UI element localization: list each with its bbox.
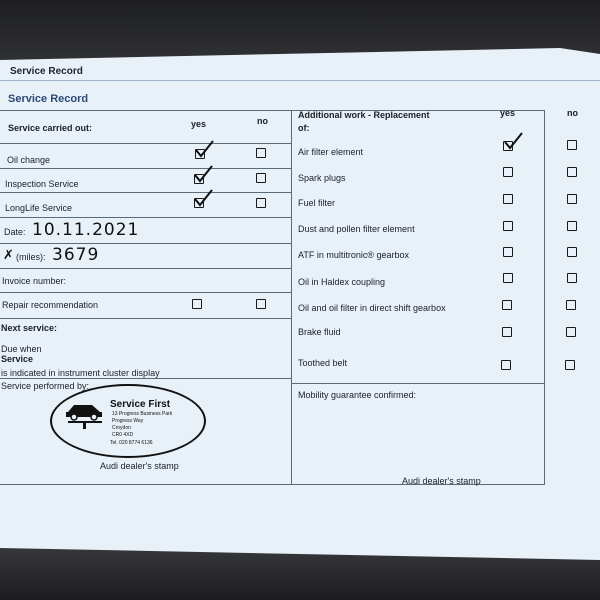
date-label: Date: bbox=[4, 227, 26, 237]
right-dealer-stamp-label: Audi dealer's stamp bbox=[402, 476, 481, 486]
air-filter-label: Air filter element bbox=[298, 147, 364, 157]
column-divider bbox=[291, 110, 292, 485]
pollen-filter-yes-checkbox[interactable] bbox=[503, 221, 513, 231]
car-lift-icon bbox=[64, 400, 106, 430]
row-rule bbox=[0, 243, 291, 244]
stamp-address-line: CR0 4XD bbox=[112, 432, 134, 438]
row-rule bbox=[0, 318, 291, 319]
row-rule bbox=[0, 268, 291, 269]
right-col-yes: yes bbox=[500, 108, 516, 118]
stamp-address-line: 13 Progress Business Park bbox=[112, 411, 173, 417]
date-value: 10.11.2021 bbox=[32, 220, 140, 240]
stamp-phone: Tel. 020 8774 6136 bbox=[110, 440, 153, 446]
miles-label: (miles): bbox=[16, 252, 46, 262]
invoice-label: Invoice number: bbox=[2, 276, 67, 286]
brake-fluid-no-checkbox[interactable] bbox=[566, 327, 576, 337]
fuel-filter-yes-checkbox[interactable] bbox=[503, 194, 513, 204]
oil-change-no-checkbox[interactable] bbox=[256, 148, 266, 158]
toothed-belt-no-checkbox[interactable] bbox=[565, 360, 575, 370]
page-title: Service Record bbox=[8, 93, 89, 105]
air-filter-no-checkbox[interactable] bbox=[567, 140, 577, 150]
haldex-label: Oil in Haldex coupling bbox=[298, 277, 386, 287]
spark-plugs-yes-checkbox[interactable] bbox=[503, 167, 513, 177]
left-dealer-stamp-label: Audi dealer's stamp bbox=[100, 461, 179, 471]
service-word: Service bbox=[1, 354, 34, 364]
right-col-no: no bbox=[567, 108, 578, 118]
tick-icon bbox=[502, 131, 524, 151]
longlife-no-checkbox[interactable] bbox=[256, 198, 266, 208]
service-inspection-label: Inspection Service bbox=[5, 179, 79, 189]
pollen-filter-no-checkbox[interactable] bbox=[567, 221, 577, 231]
haldex-yes-checkbox[interactable] bbox=[503, 273, 513, 283]
dsg-oil-label: Oil and oil filter in direct shift gearbox bbox=[298, 303, 446, 313]
additional-work-heading: Additional work - Replacement bbox=[298, 110, 430, 120]
mobility-guarantee-label: Mobility guarantee confirmed: bbox=[298, 390, 417, 400]
fuel-filter-label: Fuel filter bbox=[298, 198, 336, 208]
header-rule bbox=[0, 80, 600, 81]
miles-prefix-scribble: ✗ bbox=[3, 248, 15, 263]
left-col-yes: yes bbox=[191, 119, 207, 129]
atf-yes-checkbox[interactable] bbox=[503, 247, 513, 257]
service-heading: Service carried out: bbox=[8, 123, 93, 133]
brake-fluid-yes-checkbox[interactable] bbox=[502, 327, 512, 337]
atf-label: ATF in multitronic® gearbox bbox=[298, 250, 410, 260]
stamp-address-line: Progress Way bbox=[112, 418, 144, 424]
next-service-heading: Next service: bbox=[1, 323, 58, 333]
indicated-text: is indicated in instrument cluster display bbox=[1, 368, 160, 378]
row-rule bbox=[0, 217, 291, 218]
pollen-filter-label: Dust and pollen filter element bbox=[298, 224, 415, 234]
stamp-name: Service First bbox=[110, 399, 171, 410]
fuel-filter-no-checkbox[interactable] bbox=[567, 194, 577, 204]
row-rule bbox=[0, 378, 291, 379]
dsg-oil-yes-checkbox[interactable] bbox=[502, 300, 512, 310]
toothed-belt-yes-checkbox[interactable] bbox=[501, 360, 511, 370]
repair-recommendation-label: Repair recommendation bbox=[2, 300, 99, 310]
row-rule bbox=[0, 192, 291, 193]
haldex-no-checkbox[interactable] bbox=[567, 273, 577, 283]
outer-header: Service Record bbox=[10, 66, 83, 77]
performed-by-label: Service performed by: bbox=[1, 381, 90, 391]
tick-icon bbox=[192, 164, 214, 184]
atf-no-checkbox[interactable] bbox=[567, 247, 577, 257]
left-col-no: no bbox=[257, 116, 268, 126]
tick-icon bbox=[192, 188, 214, 208]
service-oil-change-label: Oil change bbox=[7, 155, 51, 165]
toothed-belt-label: Toothed belt bbox=[298, 358, 348, 368]
tick-icon bbox=[193, 139, 215, 159]
row-rule bbox=[0, 168, 291, 169]
spark-plugs-no-checkbox[interactable] bbox=[567, 167, 577, 177]
spark-plugs-label: Spark plugs bbox=[298, 173, 346, 183]
additional-work-heading-2: of: bbox=[298, 123, 310, 133]
repair-no-checkbox[interactable] bbox=[256, 299, 266, 309]
row-rule bbox=[0, 143, 291, 144]
dsg-oil-no-checkbox[interactable] bbox=[566, 300, 576, 310]
service-longlife-label: LongLife Service bbox=[5, 203, 73, 213]
inspection-no-checkbox[interactable] bbox=[256, 173, 266, 183]
repair-yes-checkbox[interactable] bbox=[192, 299, 202, 309]
row-rule bbox=[292, 383, 545, 384]
brake-fluid-label: Brake fluid bbox=[298, 327, 341, 337]
stamp-address-line: Croydon bbox=[112, 425, 131, 431]
row-rule bbox=[0, 292, 291, 293]
miles-value: 3679 bbox=[52, 245, 100, 265]
due-when-text: Due when bbox=[1, 344, 42, 354]
